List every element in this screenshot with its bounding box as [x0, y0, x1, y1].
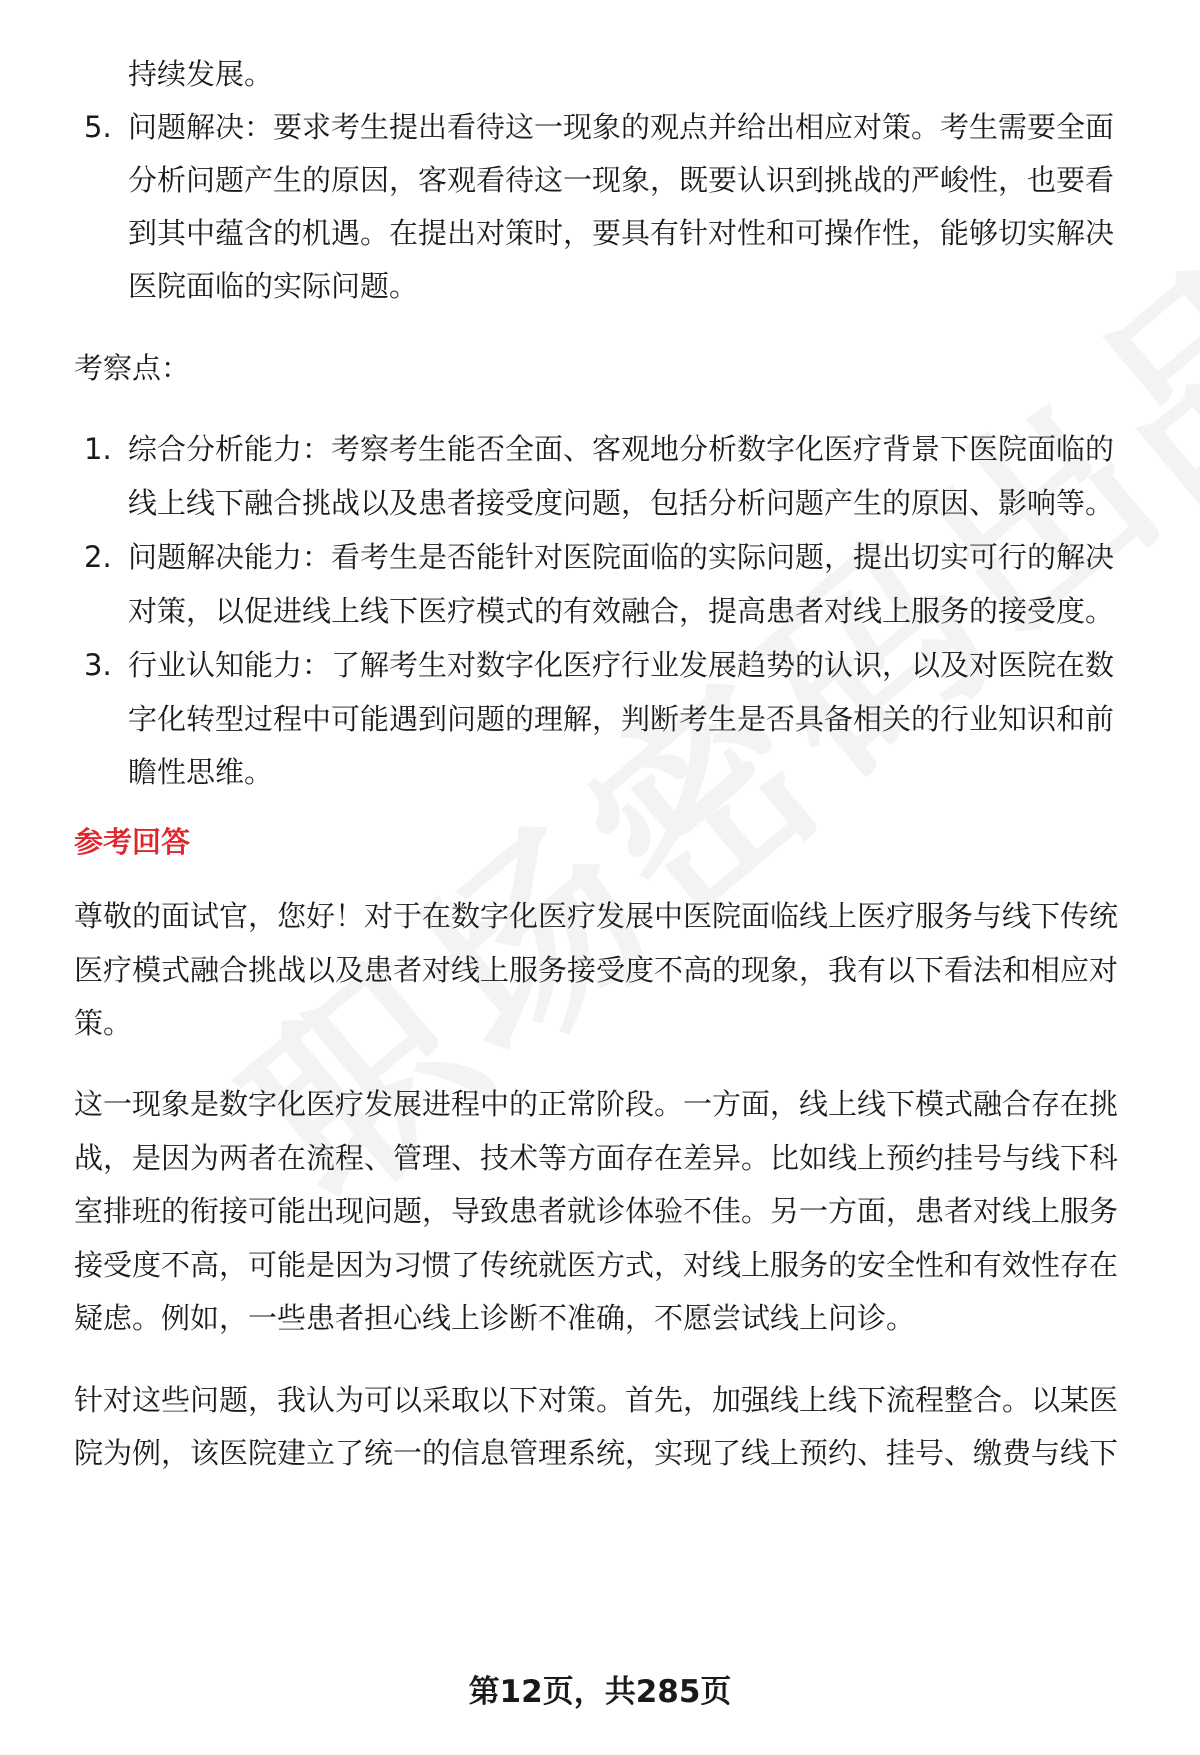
list-item-line: 问题解决能力：看考生是否能针对医院面临的实际问题，提出切实可行的解决 — [128, 540, 1115, 574]
paragraph-line: 医疗模式融合挑战以及患者对线上服务接受度不高的现象，我有以下看法和相应对 — [74, 953, 1119, 987]
reference-answer-heading: 参考回答 — [74, 825, 191, 859]
paragraph-line: 策。 — [74, 1006, 133, 1040]
list-number: 3. — [84, 648, 112, 682]
exam-points-label: 考察点： — [74, 351, 191, 385]
paragraph-line: 针对这些问题，我认为可以采取以下对策。首先，加强线上线下流程整合。以某医 — [74, 1383, 1119, 1417]
paragraph-line: 这一现象是数字化医疗发展进程中的正常阶段。一方面，线上线下模式融合存在挑 — [74, 1087, 1119, 1121]
paragraph-line: 室排班的衔接可能出现问题，导致患者就诊体验不佳。另一方面，患者对线上服务 — [74, 1194, 1119, 1228]
list-item-line: 对策，以促进线上线下医疗模式的有效融合，提高患者对线上服务的接受度。 — [128, 594, 1115, 628]
paragraph-line: 疑虑。例如，一些患者担心线上诊断不准确，不愿尝试线上问诊。 — [74, 1301, 916, 1335]
paragraph-line: 接受度不高，可能是因为习惯了传统就医方式，对线上服务的安全性和有效性存在 — [74, 1248, 1119, 1282]
list-item-line: 问题解决：要求考生提出看待这一现象的观点并给出相应对策。考生需要全面 — [128, 110, 1115, 144]
list-number: 2. — [84, 540, 112, 574]
list-item-line: 医院面临的实际问题。 — [128, 269, 419, 303]
paragraph-line: 院为例，该医院建立了统一的信息管理系统，实现了线上预约、挂号、缴费与线下 — [74, 1436, 1119, 1470]
list-item-line: 行业认知能力：了解考生对数字化医疗行业发展趋势的认识，以及对医院在数 — [128, 648, 1115, 682]
list-item-line: 线上线下融合挑战以及患者接受度问题，包括分析问题产生的原因、影响等。 — [128, 486, 1115, 520]
list-item-line: 字化转型过程中可能遇到问题的理解，判断考生是否具备相关的行业知识和前 — [128, 702, 1115, 736]
paragraph-line: 战，是因为两者在流程、管理、技术等方面存在差异。比如线上预约挂号与线下科 — [74, 1141, 1119, 1175]
list-item-line: 综合分析能力：考察考生能否全面、客观地分析数字化医疗背景下医院面临的 — [128, 432, 1115, 466]
page-number-footer: 第12页，共285页 — [468, 1674, 732, 1710]
list-item-line: 分析问题产生的原因，客观看待这一现象，既要认识到挑战的严峻性，也要看 — [128, 163, 1115, 197]
list-number: 1. — [84, 432, 112, 466]
list-item-line: 瞻性思维。 — [128, 755, 274, 789]
intro-tail-text: 持续发展。 — [128, 57, 274, 91]
list-number: 5. — [84, 110, 112, 144]
list-item-line: 到其中蕴含的机遇。在提出对策时，要具有针对性和可操作性，能够切实解决 — [128, 216, 1115, 250]
paragraph-line: 尊敬的面试官，您好！对于在数字化医疗发展中医院面临线上医疗服务与线下传统 — [74, 899, 1119, 933]
